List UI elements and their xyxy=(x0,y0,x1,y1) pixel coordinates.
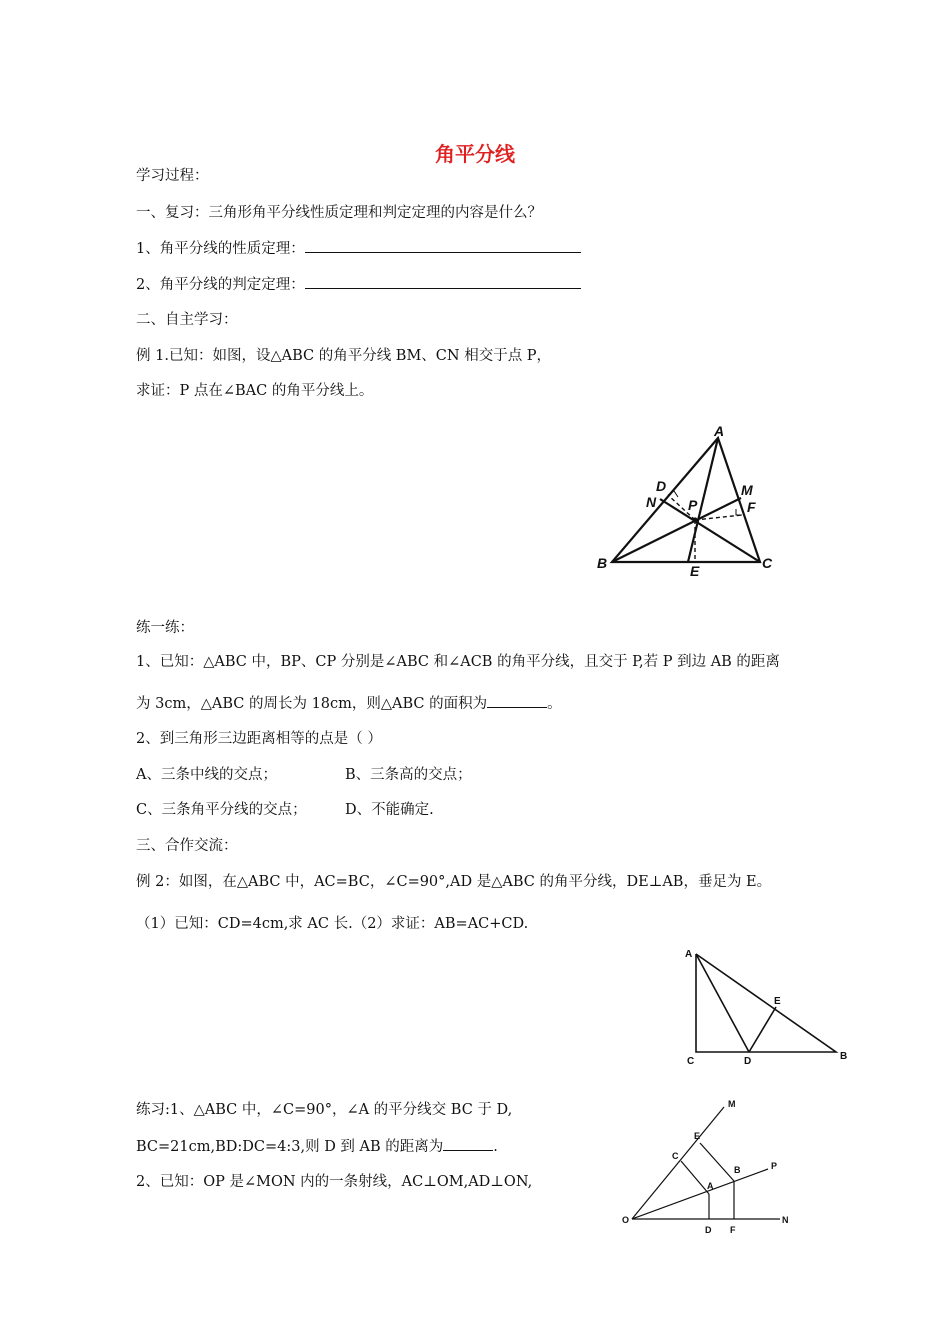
page-title: 角平分线 xyxy=(435,142,515,166)
label-c: C xyxy=(762,555,773,571)
right-angle-mark-f xyxy=(736,509,742,515)
example1-prove: 求证：P 点在∠BAC 的角平分线上。 xyxy=(136,383,374,399)
label-a: A xyxy=(685,949,693,960)
label-d: D xyxy=(656,478,667,494)
exercise1-end: . xyxy=(493,1139,498,1155)
criterion-theorem-line xyxy=(136,274,581,295)
practice1-end: 。 xyxy=(547,696,562,712)
label-b: B xyxy=(734,1165,741,1175)
segment-be xyxy=(700,1143,734,1181)
label-m: M xyxy=(728,1099,736,1109)
property-theorem-label: 1、角平分线的性质定理： xyxy=(136,241,305,257)
area-answer-blank[interactable] xyxy=(487,693,547,708)
property-theorem-line xyxy=(136,238,581,259)
distance-answer-blank[interactable] xyxy=(443,1136,493,1151)
exercise1-text: BC=21cm,BD:DC=4:3,则 D 到 AB 的距离为 xyxy=(136,1139,444,1155)
section-heading-self-study: 二、自主学习： xyxy=(136,312,238,328)
exercise2-given: 2、已知：OP 是∠MON 内的一条射线，AC⊥OM,AD⊥ON, xyxy=(136,1174,533,1190)
label-c: C xyxy=(687,1056,695,1067)
section-heading-practice: 练一练： xyxy=(136,620,194,636)
label-f: F xyxy=(747,499,756,515)
label-p: P xyxy=(771,1161,778,1171)
label-n: N xyxy=(782,1215,789,1225)
practice1-line2 xyxy=(136,693,562,714)
triangle-acb xyxy=(696,954,836,1052)
example2-questions: （1）已知：CD=4cm,求 AC 长.（2）求证：AB=AC+CD. xyxy=(136,916,529,932)
label-d: D xyxy=(744,1056,752,1067)
review-question: 一、复习：三角形角平分线性质定理和判定定理的内容是什么？ xyxy=(136,205,542,221)
practice1-text: 为 3cm，△ABC 的周长为 18cm，则△ABC 的面积为 xyxy=(136,696,488,712)
label-e: E xyxy=(694,1131,701,1141)
figure-angle-mon xyxy=(620,1095,800,1240)
property-theorem-blank[interactable] xyxy=(305,238,581,253)
label-e: E xyxy=(690,563,700,579)
bisector-bm xyxy=(612,498,741,562)
label-a: A xyxy=(714,423,725,439)
section-heading-cooperation: 三、合作交流： xyxy=(136,838,238,854)
bisector-ad xyxy=(696,954,749,1052)
label-b: B xyxy=(840,1051,848,1062)
practice2-question: 2、到三角形三边距离相等的点是（ ） xyxy=(136,731,382,747)
option-c[interactable]: C、三条角平分线的交点； xyxy=(136,802,307,818)
option-d[interactable]: D、不能确定. xyxy=(345,802,434,818)
point-p xyxy=(692,517,697,522)
section-heading-process: 学习过程： xyxy=(136,168,209,184)
label-n: N xyxy=(646,494,657,510)
criterion-theorem-blank[interactable] xyxy=(305,274,581,289)
segment-ac xyxy=(681,1161,709,1194)
exercise1-line1: 练习:1、△ABC 中，∠C=90°，∠A 的平分线交 BC 于 D, xyxy=(136,1102,513,1118)
figure-right-triangle xyxy=(680,940,860,1070)
option-a[interactable]: A、三条中线的交点； xyxy=(136,767,277,783)
practice1-line1: 1、已知：△ABC 中，BP、CP 分别是∠ABC 和∠ACB 的角平分线，且交于 P,若 P 到边 AB 的距离 xyxy=(136,654,780,670)
label-c: C xyxy=(672,1151,679,1161)
exercise1-line2 xyxy=(136,1136,498,1157)
label-b: B xyxy=(597,555,608,571)
figure-triangle-bisectors xyxy=(590,420,790,580)
label-m: M xyxy=(741,482,753,498)
label-f: F xyxy=(730,1225,736,1235)
label-e: E xyxy=(774,996,781,1007)
label-a: A xyxy=(707,1181,714,1191)
option-b[interactable]: B、三条高的交点； xyxy=(345,767,472,783)
label-o: O xyxy=(622,1215,630,1225)
criterion-theorem-label: 2、角平分线的判定定理： xyxy=(136,277,305,293)
example1-given: 例 1.已知：如图，设△ABC 的角平分线 BM、CN 相交于点 P， xyxy=(136,348,552,364)
example2-given: 例 2：如图，在△ABC 中，AC=BC，∠C=90°,AD 是△ABC 的角平分线，DE⊥AB，垂足为 E。 xyxy=(136,874,772,890)
segment-de xyxy=(749,1007,776,1052)
label-p: P xyxy=(688,497,698,513)
label-d: D xyxy=(705,1225,712,1235)
